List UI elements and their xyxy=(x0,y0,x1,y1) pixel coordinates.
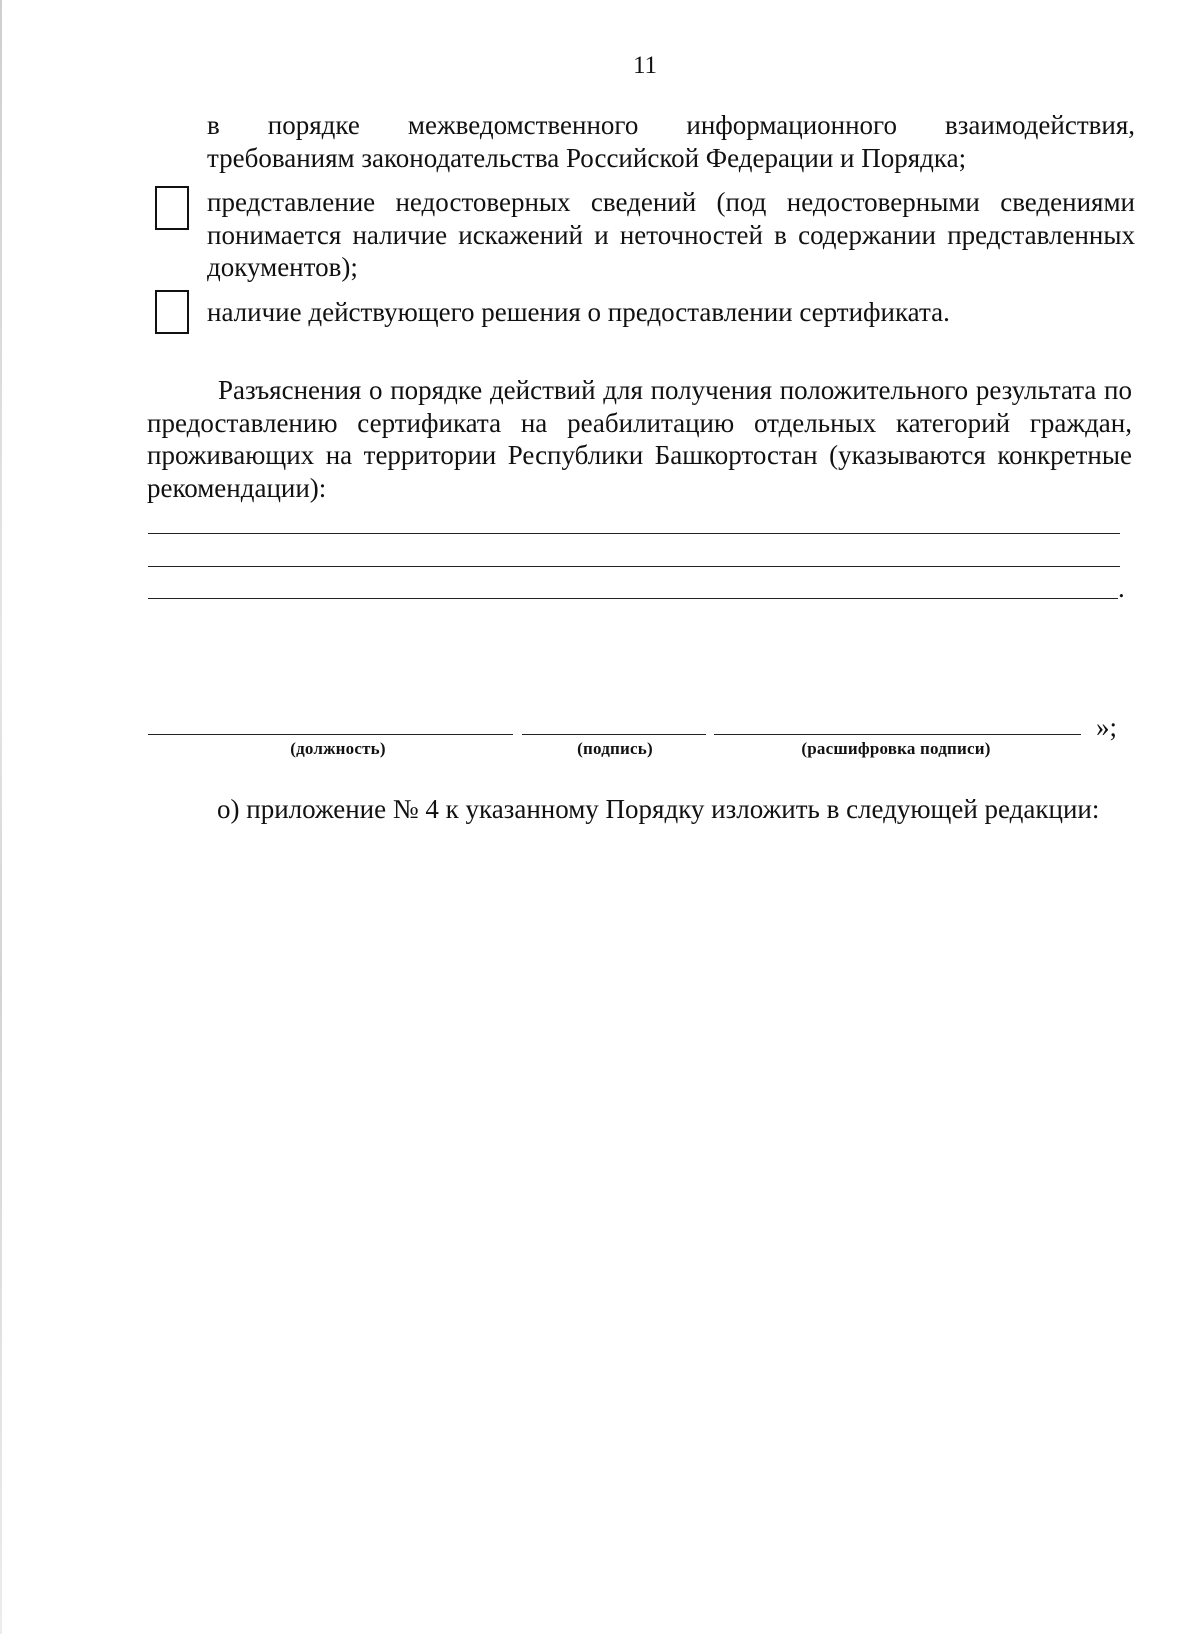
recommendation-line-3[interactable] xyxy=(148,598,1118,599)
paragraph-existing-decision: наличие действующего решения о предоставлении сертификата. xyxy=(207,297,950,327)
scan-edge xyxy=(0,0,2,1634)
recommendation-line-2[interactable] xyxy=(148,566,1120,567)
caption-signature-decoding: (расшифровка подписи) xyxy=(801,739,991,758)
paragraph-unreliable-info: представление недостоверных сведений (под недостоверными сведениями понимается наличие искажений и неточностей в содержании представленных документов); xyxy=(207,187,1135,282)
signature-decoding-line[interactable] xyxy=(714,734,1081,735)
checkbox-existing-decision[interactable] xyxy=(155,290,189,334)
closing-mark: »; xyxy=(1096,712,1118,742)
paragraph-line-2: требованиям законодательства Российской Федерации и Порядка; xyxy=(207,143,967,173)
position-line[interactable] xyxy=(148,734,513,735)
checkbox-unreliable-info[interactable] xyxy=(155,186,189,230)
signature-line[interactable] xyxy=(522,734,706,735)
caption-position: (должность) xyxy=(290,739,386,758)
paragraph-appendix-4: о) приложение № 4 к указанному Порядку изложить в следующей редакции: xyxy=(217,794,1100,824)
page-number: 11 xyxy=(632,52,658,79)
paragraph-line-1: в порядке межведомственного информационного взаимодействия, xyxy=(207,110,1135,140)
recommendation-end-dot: . xyxy=(1118,573,1125,603)
recommendation-line-1[interactable] xyxy=(148,533,1120,534)
caption-signature: (подпись) xyxy=(577,739,653,758)
paragraph-explanations: Разъяснения о порядке действий для получения положительного результата по предоставлению сертификата на реабилитацию отдельных категорий граждан, проживающих на территории Республики Башкортостан (указываются конкретные рекомендации): xyxy=(147,375,1132,503)
